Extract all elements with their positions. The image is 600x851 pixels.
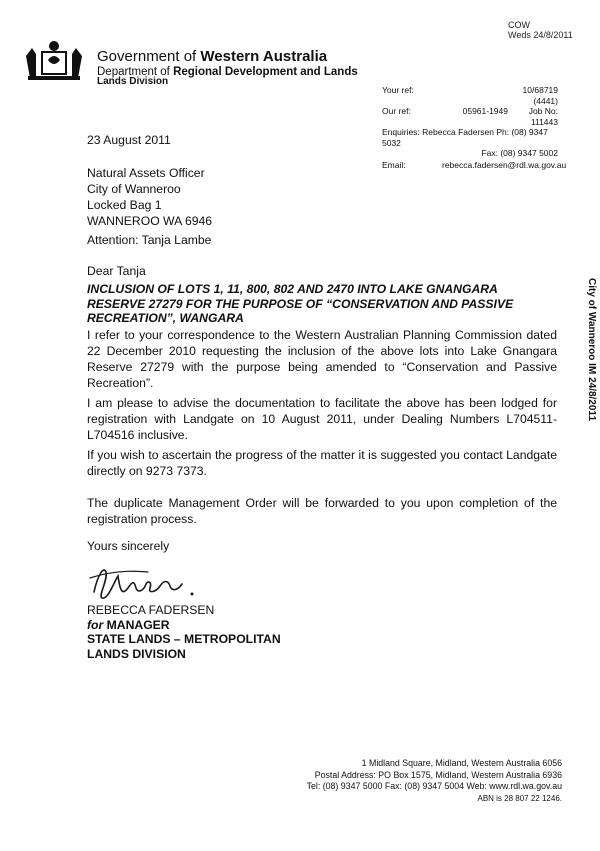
handwritten-signature — [88, 562, 228, 608]
footer-block — [307, 758, 562, 804]
our-ref-value: 05961-1949 — [462, 106, 508, 116]
signatory-manager: MANAGER — [103, 617, 170, 632]
email-label: Email: — [382, 159, 406, 170]
signatory-division: LANDS DIVISION — [87, 646, 186, 661]
salutation: Dear Tanja — [87, 264, 146, 278]
handwritten-annotation — [508, 20, 573, 40]
signatory-department: STATE LANDS – METROPOLITAN — [87, 632, 281, 646]
subject-heading — [87, 282, 557, 326]
signatory-block — [87, 603, 281, 661]
paragraph-2: I am please to advise the documentation to facilitate the above has been lodged for registration with Landgate on 10 August 2011, under Dealing Numbers L704511-L704516 inclusive. — [87, 396, 557, 442]
letter-date: 23 August 2011 — [87, 133, 171, 147]
coat-of-arms-icon — [22, 38, 86, 82]
footer-postal: Postal Address: PO Box 1575, Midland, Western Australia 6936 — [314, 769, 562, 780]
subject-line: RESERVE 27279 FOR THE PURPOSE OF “CONSERVATION AND PASSIVE — [87, 296, 514, 311]
footer-address: 1 Midland Square, Midland, Western Australia 6056 — [361, 758, 562, 768]
signatory-role — [87, 618, 281, 633]
address-line: City of Wanneroo — [87, 182, 181, 196]
attention-line: Attention: Tanja Lambe — [87, 233, 212, 247]
paragraph-3: If you wish to ascertain the progress of the matter it is suggested you contact Landgate directly on 9273 7373. — [87, 448, 557, 478]
received-stamp: City of Wanneroo IM 24/8/2011 — [586, 278, 597, 422]
signatory-name: REBECCA FADERSEN — [87, 603, 215, 617]
footer-contact: Tel: (08) 9347 5000 Fax: (08) 9347 5004 Web: www.rdl.wa.gov.au — [306, 781, 562, 791]
reference-block — [382, 85, 567, 170]
email-value: rebecca.fadersen@rdl.wa.gov.au — [442, 159, 567, 170]
department-name: Regional Development and Lands — [173, 66, 358, 78]
government-state: Western Australia — [200, 48, 328, 65]
subject-line: RECREATION”, WANGARA — [87, 311, 244, 325]
recipient-address — [87, 165, 212, 229]
closing: Yours sincerely — [87, 539, 170, 553]
footer-abn: ABN is 28 807 22 1246. — [477, 793, 562, 803]
government-prefix: Government of — [97, 48, 201, 65]
signatory-for: for — [87, 617, 104, 632]
department-prefix: Department of — [97, 66, 174, 78]
our-ref-label: Our ref: — [382, 106, 411, 116]
annotation-line-2: Weds 24/8/2011 — [508, 30, 573, 40]
enquiries-line: Enquiries: Rebecca Fadersen Ph: (08) 9347 5032 — [382, 127, 548, 148]
address-line: Natural Assets Officer — [87, 166, 205, 180]
address-line: WANNEROO WA 6946 — [87, 214, 213, 228]
your-ref-value: 10/68719 (4441) — [522, 85, 558, 106]
annotation-line-1: COW — [508, 20, 530, 30]
letterhead — [97, 48, 358, 87]
paragraph-1: I refer to your correspondence to the Western Australian Planning Commission dated 22 December 2010 requesting the inclusion of the above lots into Lake Gnangara Reserve 27279 with the purpose being amended to “Conservation and Passive Recreation”. — [87, 328, 557, 390]
fax-line: Fax: (08) 9347 5002 — [481, 148, 558, 158]
address-line: Locked Bag 1 — [87, 198, 162, 212]
government-title — [97, 48, 358, 65]
your-ref-label: Your ref: — [382, 85, 414, 95]
job-number: Job No: 111443 — [528, 106, 558, 127]
subject-line: INCLUSION OF LOTS 1, 11, 800, 802 AND 2470 INTO LAKE GNANGARA — [87, 282, 498, 296]
paragraph-4: The duplicate Management Order will be forwarded to you upon completion of the registration process. — [87, 496, 557, 526]
division-title: Lands Division — [97, 76, 169, 87]
